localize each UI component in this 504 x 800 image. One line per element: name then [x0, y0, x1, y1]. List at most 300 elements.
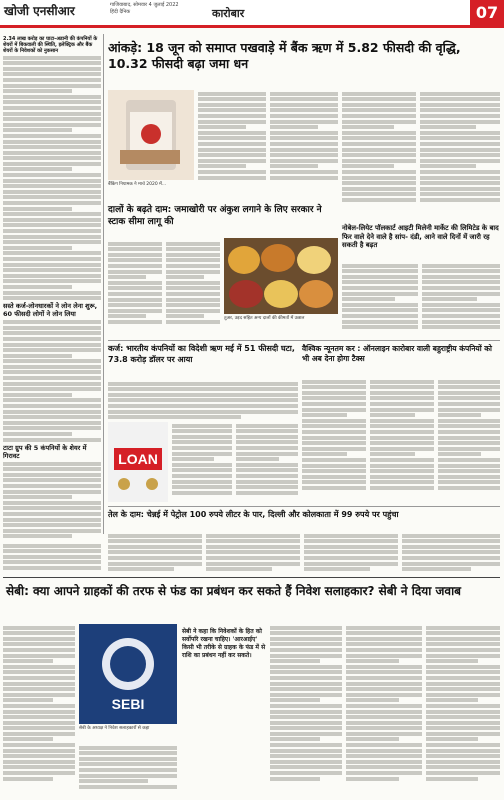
body-text-line: [3, 710, 75, 714]
body-text-line: [108, 550, 202, 554]
body-text-line: [422, 275, 500, 279]
sebi-logo-text: SEBI: [111, 696, 145, 712]
body-text-line: [402, 550, 500, 554]
body-text-line: [302, 475, 366, 479]
body-text-line: [370, 469, 434, 473]
body-text-line: [108, 410, 298, 414]
body-text-line: [420, 120, 500, 124]
body-text-line: [3, 354, 72, 358]
body-text-line: [3, 648, 75, 652]
body-text-line: [270, 92, 338, 96]
body-text-line: [302, 452, 347, 456]
body-text-line: [236, 429, 298, 433]
body-text-line: [3, 106, 101, 110]
fx-body-2: [172, 422, 232, 502]
body-text-line: [426, 721, 500, 725]
body-text-line: [270, 108, 338, 112]
body-text-line: [420, 159, 500, 163]
body-text-line: [108, 242, 162, 246]
body-text-line: [3, 659, 53, 663]
body-text-line: [342, 92, 416, 96]
body-text-line: [3, 631, 75, 635]
body-text-line: [346, 771, 422, 775]
body-text-line: [346, 726, 422, 730]
lead-body-2: [270, 90, 338, 190]
body-text-line: [3, 393, 72, 397]
body-text-line: [3, 140, 101, 144]
body-text-line: [426, 665, 500, 669]
body-text-line: [3, 512, 101, 516]
body-text-line: [108, 556, 202, 560]
body-text-line: [420, 187, 500, 191]
body-text-line: [166, 303, 220, 307]
lead-photo: [108, 90, 194, 180]
body-text-line: [346, 732, 422, 736]
newspaper-brand: खोजी एनसीआर: [4, 4, 75, 18]
body-text-line: [342, 325, 418, 329]
body-text-line: [108, 534, 202, 538]
body-text-line: [420, 92, 500, 96]
body-text-line: [342, 320, 418, 324]
body-text-line: [79, 751, 177, 755]
body-text-line: [402, 556, 500, 560]
body-text-line: [3, 279, 101, 283]
body-text-line: [198, 125, 246, 129]
body-text-line: [108, 415, 241, 419]
body-text-line: [3, 382, 101, 386]
body-text-line: [270, 131, 338, 135]
body-text-line: [3, 151, 101, 155]
body-text-line: [342, 170, 416, 174]
body-text-line: [3, 218, 101, 222]
horizontal-rule: [3, 577, 500, 578]
body-text-line: [346, 654, 422, 658]
fuel-body-4: [304, 532, 398, 574]
body-text-line: [346, 626, 422, 630]
body-text-line: [270, 631, 342, 635]
body-text-line: [270, 97, 338, 101]
body-text-line: [3, 235, 101, 239]
body-text-line: [370, 458, 434, 462]
body-text-line: [3, 89, 72, 93]
body-text-line: [346, 710, 422, 714]
body-text-line: [342, 192, 416, 196]
body-text-line: [3, 296, 101, 300]
body-text-line: [342, 164, 394, 168]
body-text-line: [270, 687, 342, 691]
body-text-line: [3, 326, 101, 330]
loan-photo: [108, 422, 168, 502]
body-text-line: [198, 97, 266, 101]
body-text-line: [346, 637, 422, 641]
body-text-line: [3, 123, 101, 127]
body-text-line: [270, 103, 338, 107]
body-text-line: [108, 398, 298, 402]
body-text-line: [270, 159, 338, 163]
body-text-line: [346, 642, 422, 646]
body-text-line: [166, 247, 220, 251]
body-text-line: [438, 447, 500, 451]
body-text-line: [402, 545, 500, 549]
right-story-body-2: [422, 262, 500, 339]
body-text-line: [3, 760, 75, 764]
body-text-line: [270, 682, 342, 686]
body-text-line: [108, 393, 298, 397]
body-text-line: [420, 97, 500, 101]
body-text-line: [270, 164, 318, 168]
body-text-line: [422, 303, 500, 307]
body-text-line: [270, 659, 320, 663]
body-text-line: [236, 446, 298, 450]
body-text-line: [270, 120, 338, 124]
pulse-body-1: [108, 240, 162, 335]
body-text-line: [370, 475, 434, 479]
body-text-line: [3, 365, 101, 369]
body-text-line: [438, 436, 500, 440]
body-text-line: [3, 117, 101, 121]
body-text-line: [370, 380, 434, 384]
body-text-line: [342, 303, 418, 307]
body-text-line: [342, 108, 416, 112]
body-text-line: [3, 184, 101, 188]
body-text-line: [370, 430, 434, 434]
body-text-line: [3, 693, 75, 697]
body-text-line: [3, 320, 101, 324]
body-text-line: [270, 176, 338, 180]
section-title: कारोबार: [212, 7, 245, 20]
body-text-line: [370, 441, 434, 445]
fx-body-3: [236, 422, 298, 502]
body-text-line: [346, 765, 422, 769]
body-text-line: [108, 404, 298, 408]
body-text-line: [342, 314, 418, 318]
body-text-line: [3, 376, 101, 380]
body-text-line: [3, 749, 75, 753]
body-text-line: [304, 550, 398, 554]
body-text-line: [3, 145, 101, 149]
body-text-line: [3, 84, 101, 88]
body-text-line: [172, 491, 232, 495]
body-text-line: [3, 285, 72, 289]
body-text-line: [438, 385, 500, 389]
body-text-line: [426, 659, 478, 663]
body-text-line: [108, 286, 162, 290]
body-text-line: [198, 153, 266, 157]
body-text-line: [422, 280, 500, 284]
body-text-line: [270, 670, 342, 674]
body-text-line: [3, 754, 75, 758]
body-text-line: [198, 170, 266, 174]
fuel-body-1: [3, 542, 101, 574]
body-text-line: [108, 253, 162, 257]
body-text-line: [3, 682, 75, 686]
body-text-line: [370, 447, 434, 451]
body-text-line: [206, 539, 300, 543]
body-text-line: [198, 131, 266, 135]
body-text-line: [198, 176, 266, 180]
trade-body-2: [370, 378, 434, 504]
body-text-line: [108, 264, 162, 268]
body-text-line: [370, 424, 434, 428]
body-text-line: [304, 567, 370, 571]
body-text-line: [3, 195, 101, 199]
sebi-body-2: [79, 744, 177, 796]
body-text-line: [426, 754, 500, 758]
body-text-line: [3, 337, 101, 341]
body-text-line: [3, 348, 101, 352]
body-text-line: [3, 67, 101, 71]
body-text-line: [438, 464, 500, 468]
body-text-line: [426, 777, 478, 781]
body-text-line: [302, 408, 366, 412]
body-text-line: [370, 436, 434, 440]
body-text-line: [426, 704, 500, 708]
lead-headline: आंकड़े: 18 जून को समाप्त पखवाड़े में बैंक ऋण में 5.82 फीसदी की वृद्धि, 10.32 फीसदी बढ़ा जमा धन: [108, 40, 461, 71]
dateline: गाजियाबाद, सोमवार 4 जुलाई 2022 हिंदी दैनिक: [110, 2, 179, 15]
body-text-line: [438, 402, 500, 406]
body-text-line: [342, 120, 416, 124]
body-text-line: [198, 159, 266, 163]
body-text-line: [3, 291, 101, 295]
body-text-line: [3, 112, 101, 116]
body-text-line: [270, 749, 342, 753]
body-text-line: [3, 501, 101, 505]
body-text-line: [172, 424, 232, 428]
body-text-line: [3, 529, 101, 533]
body-text-line: [3, 506, 101, 510]
body-text-line: [422, 286, 500, 290]
body-text-line: [3, 61, 101, 65]
body-text-line: [3, 534, 72, 538]
body-text-line: [270, 760, 342, 764]
body-text-line: [3, 343, 101, 347]
body-text-line: [270, 648, 342, 652]
body-text-line: [370, 402, 434, 406]
lead-photo-caption: बैंकिंग नियामक ने मार्च 2020 में...: [108, 182, 167, 187]
body-text-line: [346, 659, 399, 663]
body-text-line: [3, 212, 101, 216]
body-text-line: [166, 270, 220, 274]
body-text-line: [3, 438, 101, 442]
trade-body-3: [438, 378, 500, 504]
body-text-line: [420, 170, 500, 174]
body-text-line: [3, 410, 101, 414]
body-text-line: [3, 359, 101, 363]
body-text-line: [3, 240, 101, 244]
pulse-photo-caption: तुअर, उड़द सहित अन्य दालों की कीमतों में उछाल: [224, 316, 305, 321]
body-text-line: [426, 642, 500, 646]
body-text-line: [3, 637, 75, 641]
body-text-line: [3, 473, 101, 477]
body-text-line: [3, 167, 72, 171]
body-text-line: [342, 286, 418, 290]
body-text-line: [270, 737, 320, 741]
body-text-line: [3, 721, 75, 725]
body-text-line: [270, 676, 342, 680]
body-text-line: [3, 642, 75, 646]
body-text-line: [79, 779, 148, 783]
body-text-line: [426, 710, 500, 714]
body-text-line: [108, 320, 162, 324]
body-text-line: [172, 463, 232, 467]
body-text-line: [3, 626, 75, 630]
body-text-line: [426, 749, 500, 753]
body-text-line: [270, 153, 338, 157]
body-text-line: [270, 698, 320, 702]
body-text-line: [438, 480, 500, 484]
body-text-line: [108, 539, 202, 543]
sebi-photo: [79, 624, 177, 724]
body-text-line: [426, 648, 500, 652]
body-text-line: [346, 665, 422, 669]
body-text-line: [3, 56, 101, 60]
body-text-line: [3, 777, 53, 781]
lead-body-4: [420, 90, 500, 220]
lead-body-3: [342, 90, 416, 220]
body-text-line: [3, 421, 101, 425]
body-text-line: [108, 292, 162, 296]
body-text-line: [3, 78, 101, 82]
body-text-line: [438, 441, 500, 445]
body-text-line: [402, 562, 500, 566]
pulse-body-2: [166, 240, 220, 335]
body-text-line: [346, 704, 422, 708]
column-rule: [103, 34, 104, 534]
body-text-line: [420, 164, 476, 168]
body-text-line: [426, 743, 500, 747]
body-text-line: [236, 440, 298, 444]
body-text-line: [3, 426, 101, 430]
body-text-line: [166, 281, 220, 285]
body-text-line: [302, 441, 366, 445]
body-text-line: [3, 462, 101, 466]
body-text-line: [3, 268, 101, 272]
body-text-line: [426, 771, 500, 775]
body-text-line: [302, 402, 366, 406]
body-text-line: [3, 715, 75, 719]
body-text-line: [402, 539, 500, 543]
body-text-line: [270, 721, 342, 725]
body-text-line: [402, 567, 471, 571]
body-text-line: [426, 682, 500, 686]
body-text-line: [270, 114, 338, 118]
body-text-line: [422, 269, 500, 273]
body-text-line: [3, 549, 101, 553]
body-text-line: [426, 732, 500, 736]
body-text-line: [438, 391, 500, 395]
body-text-line: [108, 247, 162, 251]
sebi-body-3: [270, 624, 342, 796]
body-text-line: [206, 534, 300, 538]
body-text-line: [304, 545, 398, 549]
body-text-line: [270, 743, 342, 747]
body-text-line: [346, 777, 399, 781]
body-text-line: [438, 419, 500, 423]
body-text-line: [270, 642, 342, 646]
body-text-line: [438, 486, 500, 490]
body-text-line: [342, 136, 416, 140]
body-text-line: [166, 242, 220, 246]
body-text-line: [304, 539, 398, 543]
body-text-line: [166, 314, 204, 318]
body-text-line: [270, 665, 342, 669]
body-text-line: [426, 726, 500, 730]
body-text-line: [426, 765, 500, 769]
body-text-line: [3, 179, 101, 183]
body-text-line: [342, 97, 416, 101]
body-text-line: [346, 715, 422, 719]
body-text-line: [342, 308, 418, 312]
body-text-line: [3, 687, 75, 691]
left-headline-3: टाटा ग्रुप की 5 कंपनियों के शेयर में गिरावट: [3, 443, 87, 460]
body-text-line: [166, 258, 220, 262]
sebi-body-1: [3, 624, 75, 796]
pulse-headline: दालों के बढ़ते दाम: जमाखोरी पर अंकुश लगाने के लिए सरकार ने स्टाक सीमा लागू की: [108, 205, 322, 227]
body-text-line: [3, 190, 101, 194]
body-text-line: [420, 181, 500, 185]
body-text-line: [342, 176, 416, 180]
body-text-line: [438, 408, 500, 412]
body-text-line: [302, 458, 366, 462]
body-text-line: [270, 693, 342, 697]
body-text-line: [166, 264, 220, 268]
body-text-line: [370, 452, 415, 456]
body-text-line: [3, 162, 101, 166]
body-text-line: [198, 136, 266, 140]
left-column: [3, 34, 101, 539]
body-text-line: [79, 774, 177, 778]
pulse-photo: [224, 238, 338, 314]
body-text-line: [346, 721, 422, 725]
body-text-line: [342, 297, 395, 301]
body-text-line: [426, 626, 500, 630]
body-text-line: [198, 142, 266, 146]
body-text-line: [3, 134, 101, 138]
body-text-line: [206, 556, 300, 560]
body-text-line: [3, 665, 75, 669]
body-text-line: [3, 726, 75, 730]
body-text-line: [426, 654, 500, 658]
body-text-line: [270, 704, 342, 708]
lead-body-1: [198, 90, 266, 190]
body-text-line: [172, 452, 232, 456]
body-text-line: [402, 534, 500, 538]
body-text-line: [420, 153, 500, 157]
body-text-line: [342, 148, 416, 152]
body-text-line: [270, 142, 338, 146]
body-text-line: [3, 654, 75, 658]
body-text-line: [422, 320, 500, 324]
body-text-line: [108, 314, 146, 318]
body-text-line: [270, 777, 320, 781]
body-text-line: [422, 308, 500, 312]
body-text-line: [270, 125, 318, 129]
body-text-line: [108, 270, 162, 274]
body-text-line: [3, 523, 101, 527]
body-text-line: [342, 142, 416, 146]
body-text-line: [270, 626, 342, 630]
body-text-line: [3, 201, 101, 205]
body-text-line: [420, 148, 500, 152]
body-text-line: [108, 382, 298, 386]
body-text-line: [346, 737, 399, 741]
sebi-body-5: [426, 624, 500, 796]
body-text-line: [3, 467, 101, 471]
horizontal-rule: [108, 340, 500, 341]
body-text-line: [3, 246, 72, 250]
body-text-line: [422, 264, 500, 268]
body-text-line: [302, 419, 366, 423]
